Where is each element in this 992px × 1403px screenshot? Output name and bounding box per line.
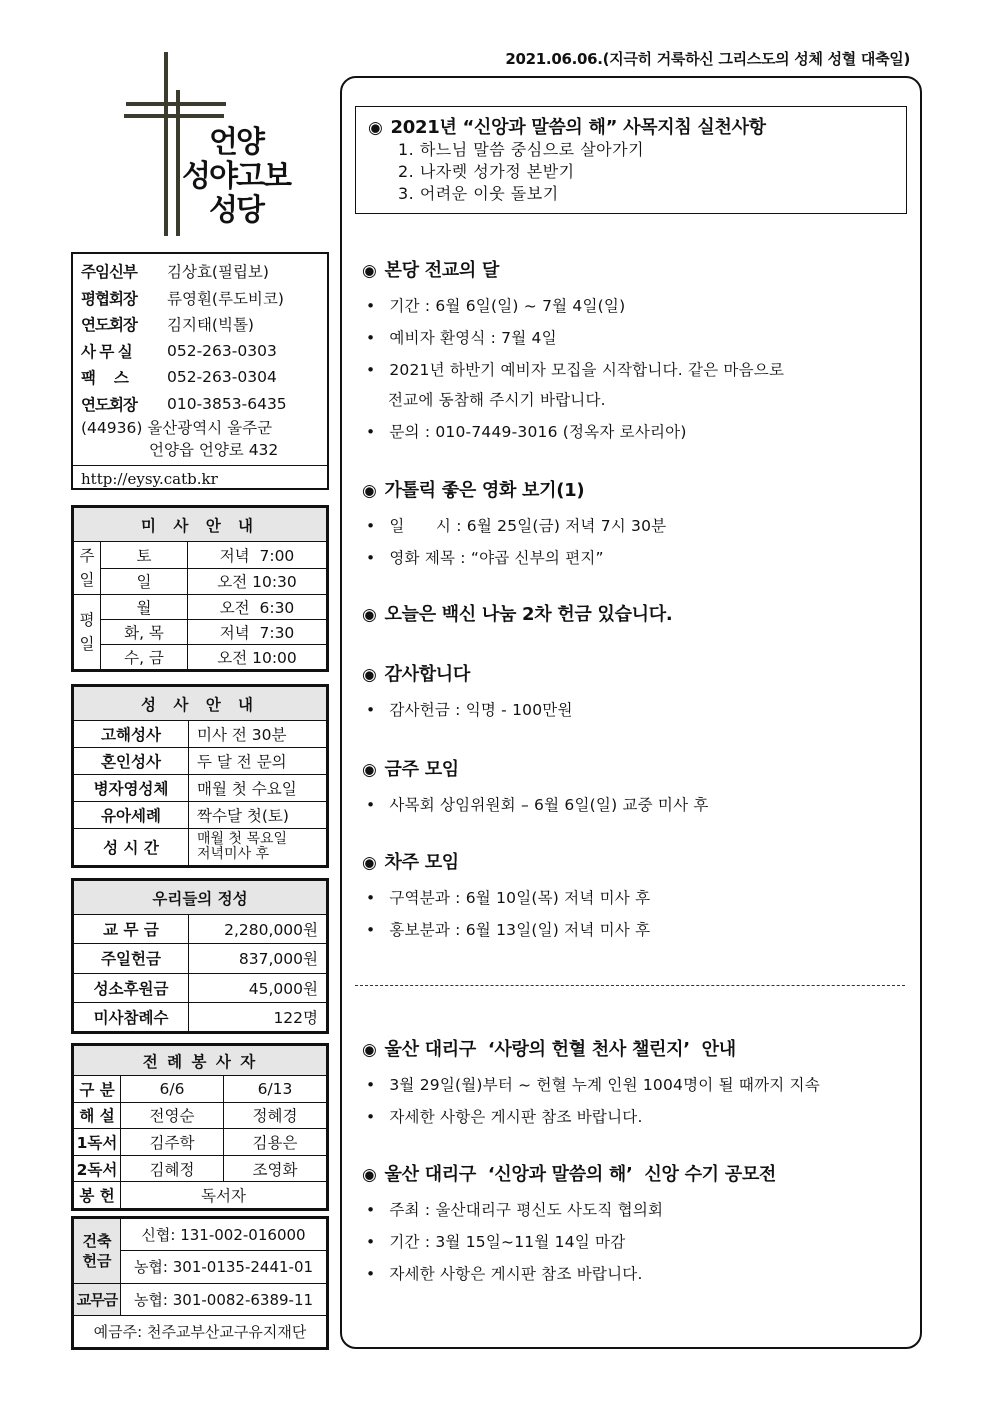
section-thanks [362,660,907,726]
section-title-text: 가톨릭 좋은 영화 보기(1) [384,480,585,501]
info-row [81,311,319,338]
bullet-icon: • [366,1233,376,1251]
offering-name: 주일헌금 [74,944,189,973]
bullet-icon: • [366,921,376,939]
sacrament-name: 유아세례 [74,802,189,829]
sacrament-value [189,829,327,866]
sacrament-value: 짝수달 첫(토) [189,802,327,829]
address: (44936) 울산광역시 울주군 [81,419,273,437]
section-title-text: 울산 대리구 ‘사랑의 헌혈 천사 챌린지’ 안내 [384,1039,736,1060]
offering-info [71,878,329,1034]
liturgy-person: 독서자 [121,1182,327,1209]
list-item [362,510,907,542]
section-movie [362,476,907,574]
mass-schedule [71,505,329,672]
mass-time: 저녁 7:00 [188,542,327,569]
sacrament-name: 혼인성사 [74,748,189,775]
section-title [362,1160,907,1186]
info-value: 052-263-0304 [167,368,277,387]
bank-account: 신협: 131-002-016000 [121,1219,327,1251]
list-item-text: 주최 : 울산대리구 평신도 사도직 협의회 [389,1201,664,1219]
info-row [81,285,319,312]
list-item-text: 3월 29일(월)부터 ~ 헌혈 누계 인원 1004명이 될 때까지 지속 [389,1076,820,1094]
sacrament-name: 병자영성체 [74,775,189,802]
target-icon: ◉ [362,1165,377,1185]
list-item-text: 일 시 : 6월 25일(금) 저녁 7시 30분 [389,517,667,535]
bullet-icon: • [366,1201,376,1219]
info-label: 주임신부 [81,263,137,282]
section-title [362,848,907,874]
mass-day: 토 [101,542,188,569]
section-next-week [362,848,907,946]
divider [355,985,905,986]
building-label-line: 건축 [82,1231,112,1250]
list-item [362,914,907,946]
mass-day: 수, 금 [101,645,188,670]
section-title-text: 차주 모임 [384,852,459,873]
cross-icon [164,52,168,236]
building-label [74,1219,121,1284]
sacrament-value: 미사 전 30분 [189,721,327,748]
sacrament-name: 성 시 간 [74,829,189,866]
liturgy-person: 정혜경 [224,1102,327,1129]
liturgy-label: 2독서 [74,1155,121,1182]
target-icon: ◉ [362,481,377,501]
list-item [362,882,907,914]
info-value: 김지태(빅톨) [167,316,254,335]
bullet-icon: • [366,796,376,814]
list-item [362,1226,907,1258]
section-title [362,660,907,686]
list-item-text: 기간 : 3월 15일~11월 14일 마감 [389,1233,626,1251]
section-title-text: 금주 모임 [384,759,459,780]
cross-icon-part [126,102,226,106]
motto-title-text: 2021년 “신앙과 말씀의 해” 사목지침 실천사항 [390,117,766,138]
offering-value: 122명 [189,1002,327,1031]
info-row [81,391,319,418]
liturgy-person: 전영순 [121,1102,224,1129]
section-this-week [362,755,907,821]
section-title [362,256,907,282]
weekday-label [74,595,101,670]
target-icon: ◉ [368,118,383,138]
info-value: 류영훤(루도비코) [167,289,284,308]
list-item-text: 영화 제목 : “야곱 신부의 편지” [389,549,604,567]
bullet-icon: • [366,297,376,315]
sunday-label [74,542,101,595]
section-title [362,1035,907,1061]
bullet-icon: • [366,701,376,719]
account-holder: 예금주: 천주교부산교구유지재단 [74,1315,327,1347]
cross-icon-part [124,114,224,118]
section-title [362,600,907,626]
mass-time: 오전 10:30 [188,568,327,595]
section-title-text: 본당 전교의 달 [384,260,500,281]
bank-account: 농협: 301-0135-2441-01 [121,1251,327,1283]
mass-day: 일 [101,568,188,595]
parish-name-line: 성야고보 [182,159,290,194]
target-icon: ◉ [362,261,377,281]
address-line2: 언양읍 언양로 432 [149,441,279,459]
list-item [362,694,907,726]
motto-item: 1. 하느님 말씀 중심으로 살아가기 [398,140,645,159]
sacrament-info [71,684,329,868]
list-item-text: 예비자 환영식 : 7월 4일 [389,329,557,347]
list-item-text: 2021년 하반기 예비자 모집을 시작합니다. 같은 마음으로 [389,361,785,379]
info-label: 연도회장 [81,395,137,414]
list-item-text: 구역분과 : 6월 10일(목) 저녁 미사 후 [389,889,651,907]
motto-item: 2. 나자렛 성가정 본받기 [398,162,575,181]
bullet-icon: • [366,1108,376,1126]
bullet-icon: • [366,329,376,347]
list-item [362,354,907,386]
liturgy-label: 해 설 [74,1102,121,1129]
bullet-icon: • [366,549,376,567]
bulletin-date: 2021.06.06.(지극히 거룩하신 그리스도의 성체 성혈 대축일) [505,50,910,68]
liturgy-label: 1독서 [74,1129,121,1156]
liturgy-date: 6/6 [121,1076,224,1103]
target-icon: ◉ [362,665,377,685]
list-item [362,322,907,354]
weekday-text: 평일 [79,611,95,654]
list-item-text: 사목회 상임위원회 – 6월 6일(일) 교중 미사 후 [389,796,709,814]
liturgy-label: 구 분 [74,1076,121,1103]
list-item-continued: 전교에 동참해 주시기 바랍니다. [388,391,606,409]
cross-icon-part [176,90,180,236]
website-link[interactable]: http://eysy.catb.kr [73,465,327,488]
liturgy-date: 6/13 [224,1076,327,1103]
mass-time: 오전 6:30 [188,595,327,620]
section-faith-essay [362,1160,907,1290]
bank-account: 농협: 301-0082-6389-11 [121,1283,327,1315]
section-title [362,755,907,781]
building-label-line: 헌금 [82,1251,112,1270]
sunday-text: 주일 [79,547,95,590]
list-item [362,1194,907,1226]
mass-day: 월 [101,595,188,620]
info-label: 팩 스 [81,369,128,388]
sacrament-value-line: 매월 첫 목요일 [197,831,288,848]
list-item-text: 자세한 사항은 게시판 참조 바랍니다. [389,1108,643,1126]
mass-time: 저녁 7:30 [188,620,327,645]
liturgy-label: 봉 헌 [74,1182,121,1209]
section-title-text: 오늘은 백신 나눔 2차 헌금 있습니다. [384,604,673,625]
liturgy-person: 김용은 [224,1129,327,1156]
sacrament-value: 매월 첫 수요일 [189,775,327,802]
info-row [81,338,319,365]
bank-accounts [71,1216,329,1350]
bullet-icon: • [366,1265,376,1283]
section-title [362,476,907,502]
liturgy-person: 김주학 [121,1129,224,1156]
list-item [362,1258,907,1290]
bullet-icon: • [366,1076,376,1094]
info-label: 사 무 실 [81,342,132,361]
list-item-text: 감사헌금 : 익명 - 100만원 [389,701,573,719]
parish-name-line: 언양 [208,125,263,160]
bullet-icon: • [366,361,376,379]
parish-name [182,126,290,228]
parish-info [71,252,329,490]
pastoral-motto [355,106,907,214]
liturgy-person: 조영화 [224,1155,327,1182]
parish-logo [124,52,304,238]
mass-day: 화, 목 [101,620,188,645]
list-item [362,1101,907,1133]
sacrament-name: 고해성사 [74,721,189,748]
mass-time: 오전 10:00 [188,645,327,670]
section-evangelization [362,256,907,448]
target-icon: ◉ [362,1040,377,1060]
list-item [362,416,907,448]
section-vaccine-collection [362,600,907,634]
offering-name: 성소후원금 [74,973,189,1002]
section-title-text: 울산 대리구 ‘신앙과 말씀의 해’ 신앙 수기 공모전 [384,1164,776,1185]
info-label: 연도회장 [81,316,137,335]
sacrament-title: 성 사 안 내 [74,687,327,721]
section-blood-donation [362,1035,907,1133]
list-item-text: 자세한 사항은 게시판 참조 바랍니다. [389,1265,643,1283]
info-row [81,258,319,285]
bullet-icon: • [366,423,376,441]
list-item-text: 홍보분과 : 6월 13일(일) 저녁 미사 후 [389,921,651,939]
bullet-icon: • [366,517,376,535]
info-value: 052-263-0303 [167,341,277,360]
offering-name: 교 무 금 [74,915,189,944]
list-item [362,290,907,322]
list-item [362,789,907,821]
bullet-icon: • [366,889,376,907]
offering-title: 우리들의 정성 [74,881,327,915]
section-title-text: 감사합니다 [384,664,470,685]
offering-value: 2,280,000원 [189,915,327,944]
info-row [81,364,319,391]
liturgy-servers [71,1043,329,1211]
list-item [362,1069,907,1101]
target-icon: ◉ [362,760,377,780]
motto-item: 3. 어려운 이웃 돌보기 [398,184,559,203]
list-item-text: 기간 : 6월 6일(일) ~ 7월 4일(일) [389,297,626,315]
mass-title: 미 사 안 내 [74,508,327,542]
offering-value: 45,000원 [189,973,327,1002]
target-icon: ◉ [362,853,377,873]
sacrament-value: 두 달 전 문의 [189,748,327,775]
info-value: 김상효(필립보) [167,263,269,282]
list-item [362,542,907,574]
dues-label: 교무금 [74,1283,121,1315]
liturgy-person: 김혜정 [121,1155,224,1182]
sacrament-value-line: 저녁미사 후 [197,846,270,863]
parish-name-line: 성당 [208,193,263,228]
offering-value: 837,000원 [189,944,327,973]
info-value: 010-3853-6435 [167,394,287,413]
liturgy-title: 전 례 봉 사 자 [74,1046,327,1076]
target-icon: ◉ [362,605,377,625]
list-item-text: 문의 : 010-7449-3016 (정옥자 로사리아) [389,423,687,441]
motto-title [368,113,894,139]
offering-name: 미사참례수 [74,1002,189,1031]
info-label: 평협회장 [81,289,137,308]
